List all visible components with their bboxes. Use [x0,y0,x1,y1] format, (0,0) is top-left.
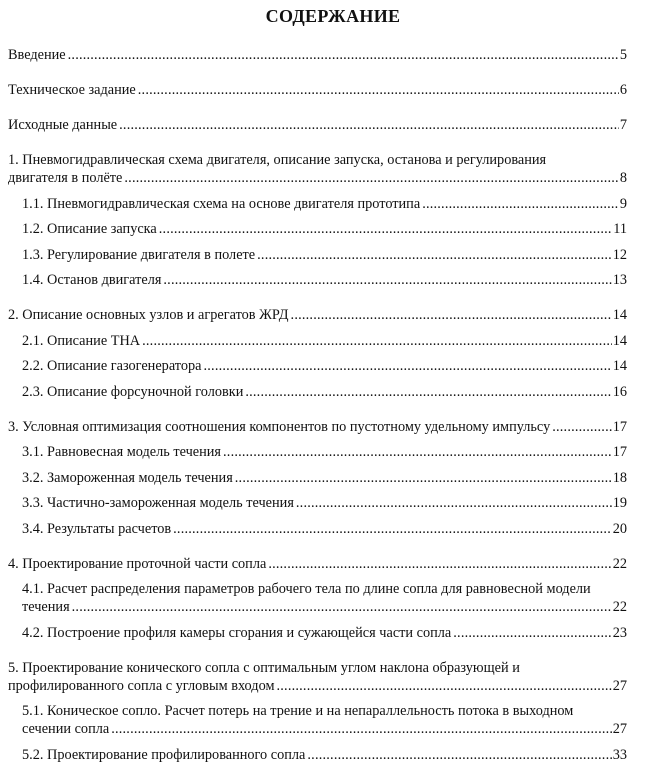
toc-entry-page: 33 [612,746,627,763]
toc-entry-title: Исходные данные ..... [8,117,117,133]
toc-entry-page: 14 [612,358,627,374]
toc-entry-title: 3.4. Результаты расчетов ..... [22,521,171,537]
toc-entry-page: 18 [612,469,627,486]
toc-section[interactable] [8,81,627,99]
toc-entry-title: Введение ..... [8,47,66,63]
toc-subsection[interactable] [8,246,627,264]
toc-section[interactable] [8,151,627,187]
toc-subsection[interactable] [8,220,627,238]
toc-entry-title: 3.3. Частично-замороженная модель течения ..... [22,495,294,511]
toc-entry-page: 12 [612,246,627,263]
toc-subsection[interactable] [8,624,627,642]
toc-entry-page: 14 [612,307,627,323]
toc-section[interactable] [8,116,627,134]
toc-entry-title: 3. Условная оптимизация соотношения компонентов по пустотному удельному импульсу ..... [8,419,550,435]
toc-subsection[interactable] [8,520,627,538]
toc-entry-title: 1.4. Останов двигателя ..... [22,272,161,288]
toc-subsection[interactable] [8,494,627,512]
toc-entry-title: 4.2. Построение профиля камеры сгорания и сужающейся части сопла ..... [22,625,451,641]
toc-entry-title: 3.1. Равновесная модель течения ..... [22,444,221,460]
table-of-contents [8,38,627,764]
toc-entry-page: 19 [612,495,627,511]
toc-entry-title: 4.1. Расчет распределения параметров рабочего тела по длине сопла для равновесной модели течения ..... [22,581,591,615]
toc-section[interactable] [8,659,627,695]
toc-subsection[interactable] [8,357,627,375]
toc-entry-title: 2.2. Описание газогенератора ..... [22,358,202,374]
toc-entry-title: 4. Проектирование проточной части сопла ..... [8,556,266,572]
toc-subsection[interactable] [8,469,627,487]
toc-entry-page: 27 [612,721,627,737]
toc-entry-title: 2.1. Описание ТНА ..... [22,333,140,349]
toc-entry-page: 22 [612,599,627,615]
toc-entry-title: 5. Проектирование конического сопла с оптимальным углом наклона образующей и профилированного сопла с угловым входом ..... [8,660,520,694]
toc-subsection[interactable] [8,746,627,764]
toc-entry-page: 16 [612,383,627,400]
toc-entry-page: 7 [619,117,627,133]
toc-entry-title: 3.2. Замороженная модель течения ..... [22,470,233,486]
toc-title: СОДЕРЖАНИЕ [265,6,401,26]
toc-entry-title: 5.1. Коническое сопло. Расчет потерь на трение и на непараллельность потока в выходном сечении сопла ..... [22,703,573,737]
toc-entry-page: 9 [619,195,627,212]
toc-subsection[interactable] [8,443,627,461]
toc-subsection[interactable] [8,580,627,616]
toc-entry-title: 2. Описание основных узлов и агрегатов ЖРД ..... [8,307,289,323]
toc-entry-title: 2.3. Описание форсуночной головки ..... [22,384,243,400]
toc-entry-page: 11 [613,221,627,237]
toc-entry-page: 13 [612,272,627,288]
toc-section[interactable] [8,418,627,436]
toc-entry-page: 27 [612,677,627,694]
toc-entry-page: 22 [612,555,627,572]
toc-entry-page: 20 [612,520,627,537]
toc-subsection[interactable] [8,195,627,213]
toc-subsection[interactable] [8,271,627,289]
toc-entry-page: 6 [619,82,627,98]
toc-entry-title: 1.2. Описание запуска ..... [22,221,157,237]
toc-section[interactable] [8,306,627,324]
toc-entry-page: 23 [612,624,627,641]
toc-entry-title: 5.2. Проектирование профилированного сопла ..... [22,747,305,763]
toc-subsection[interactable] [8,383,627,401]
toc-entry-page: 14 [612,332,627,349]
toc-entry-page: 8 [619,170,627,186]
toc-entry-page: 17 [612,418,627,435]
toc-entry-title: 1. Пневмогидравлическая схема двигателя, описание запуска, останова и регулирования двигателя в полёте ..... [8,152,546,186]
toc-section[interactable] [8,46,627,64]
toc-entry-title: Техническое задание ..... [8,82,136,98]
toc-entry-title: 1.3. Регулирование двигателя в полете ..... [22,247,255,263]
toc-entry-page: 5 [619,47,627,63]
toc-subsection[interactable] [8,702,627,738]
toc-section[interactable] [8,555,627,573]
toc-entry-page: 17 [612,444,627,460]
toc-entry-title: 1.1. Пневмогидравлическая схема на основе двигателя прототипа ..... [22,196,420,212]
toc-subsection[interactable] [8,332,627,350]
